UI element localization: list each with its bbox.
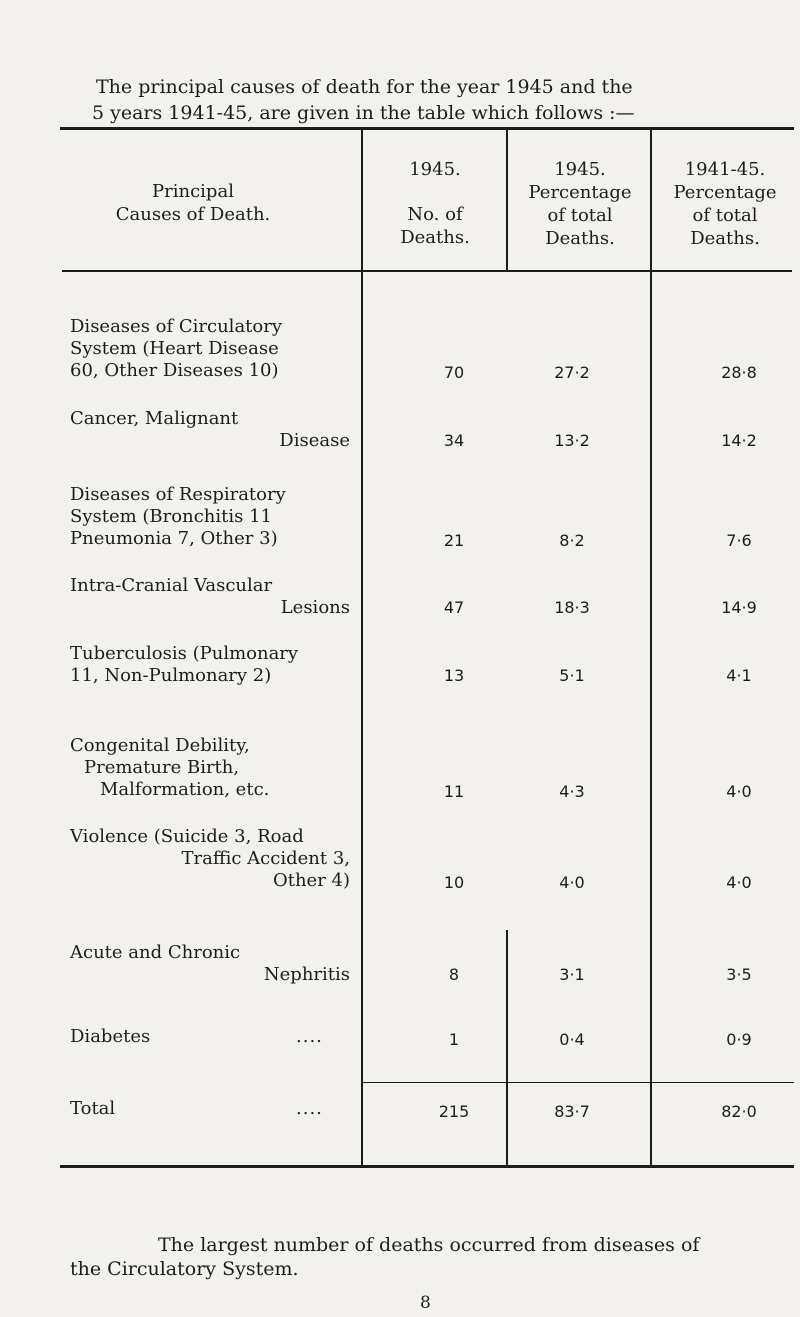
row-pct-1945: 3·1 bbox=[559, 965, 585, 984]
row-deaths: 8 bbox=[448, 965, 460, 984]
header-pct-1941-45-line-3: of total bbox=[692, 205, 758, 226]
header-deaths-line-2: No. of bbox=[407, 204, 463, 225]
header-cause bbox=[68, 180, 318, 226]
row-cause-line: Lesions bbox=[280, 597, 350, 618]
row-pct-1945: 18·3 bbox=[554, 598, 590, 617]
row-cause-line: Premature Birth, bbox=[84, 757, 240, 778]
row-cause-dots: .... bbox=[296, 1026, 323, 1047]
row-pct-1945: 13·2 bbox=[554, 431, 590, 450]
total-pct-1941-45: 82·0 bbox=[721, 1102, 757, 1121]
column-divider-1 bbox=[361, 130, 363, 272]
header-bottom-rule bbox=[62, 270, 792, 272]
row-cause-line: 11, Non-Pulmonary 2) bbox=[70, 665, 272, 686]
header-deaths-line-1: 1945. bbox=[409, 159, 461, 180]
row-cause-line: Nephritis bbox=[263, 964, 350, 985]
row-cause-line: Traffic Accident 3, bbox=[181, 848, 350, 869]
header-pct-1945-line-2: Percentage bbox=[528, 182, 632, 203]
row-deaths: 47 bbox=[443, 598, 465, 617]
header-cause-line-1: Principal bbox=[152, 181, 234, 202]
row-cause-line: System (Heart Disease bbox=[70, 338, 279, 359]
row-cause-line: Disease bbox=[279, 430, 350, 451]
row-deaths: 21 bbox=[443, 531, 465, 550]
row-cause-line: Intra-Cranial Vascular bbox=[70, 575, 273, 596]
row-pct-1941-45: 0·9 bbox=[726, 1030, 752, 1049]
total-top-rule bbox=[362, 1082, 794, 1083]
header-pct-1941-45 bbox=[650, 158, 800, 250]
header-pct-1945-line-4: Deaths. bbox=[545, 228, 615, 249]
column-divider-2 bbox=[506, 130, 508, 272]
row-deaths: 11 bbox=[443, 782, 465, 801]
outro-line-2: the Circulatory System. bbox=[70, 1258, 299, 1280]
intro-line-2: 5 years 1941-45, are given in the table which follows :— bbox=[92, 102, 635, 124]
row-deaths: 70 bbox=[443, 363, 465, 382]
header-deaths-line-3: Deaths. bbox=[400, 227, 470, 248]
row-cause-line: Pneumonia 7, Other 3) bbox=[70, 528, 278, 549]
row-pct-1941-45: 4·1 bbox=[726, 666, 752, 685]
header-deaths bbox=[365, 158, 505, 249]
row-pct-1945: 0·4 bbox=[559, 1030, 585, 1049]
row-deaths: 34 bbox=[443, 431, 465, 450]
intro-text bbox=[92, 74, 786, 126]
row-pct-1945: 27·2 bbox=[554, 363, 590, 382]
header-cause-line-2: Causes of Death. bbox=[115, 204, 271, 225]
row-deaths: 10 bbox=[443, 873, 465, 892]
header-pct-1945-line-1: 1945. bbox=[554, 159, 606, 180]
total-label-text: Total bbox=[70, 1098, 116, 1119]
row-pct-1941-45: 28·8 bbox=[721, 363, 757, 382]
row-cause-line: Diabetes bbox=[70, 1026, 151, 1047]
header-pct-1941-45-line-4: Deaths. bbox=[690, 228, 760, 249]
page-number: 8 bbox=[420, 1293, 431, 1313]
row-pct-1945: 4·3 bbox=[559, 782, 585, 801]
row-cause bbox=[70, 942, 350, 986]
row-cause bbox=[70, 484, 350, 550]
row-cause-line: Acute and Chronic bbox=[70, 942, 241, 963]
row-pct-1941-45: 14·9 bbox=[721, 598, 757, 617]
row-cause-line: System (Bronchitis 11 bbox=[70, 506, 272, 527]
intro-line-1: The principal causes of death for the year 1945 and the bbox=[96, 76, 633, 98]
row-cause-line: Congenital Debility, bbox=[70, 735, 250, 756]
table-bottom-rule bbox=[60, 1165, 794, 1168]
column-divider-1-body bbox=[361, 272, 363, 1165]
row-cause bbox=[70, 408, 350, 452]
row-cause-line: Violence (Suicide 3, Road bbox=[70, 826, 304, 847]
row-pct-1941-45: 4·0 bbox=[726, 782, 752, 801]
row-cause-line: Tuberculosis (Pulmonary bbox=[70, 643, 299, 664]
row-cause bbox=[70, 575, 350, 619]
total-deaths: 215 bbox=[438, 1102, 470, 1121]
header-pct-1941-45-line-1: 1941-45. bbox=[684, 159, 766, 180]
header-pct-1945-line-3: of total bbox=[547, 205, 613, 226]
row-pct-1941-45: 7·6 bbox=[726, 531, 752, 550]
outro-line-1: The largest number of deaths occurred from diseases of bbox=[158, 1234, 700, 1256]
row-pct-1945: 5·1 bbox=[559, 666, 585, 685]
row-cause bbox=[70, 1026, 350, 1048]
table-top-rule bbox=[60, 127, 794, 130]
row-cause-line: Cancer, Malignant bbox=[70, 408, 239, 429]
row-pct-1941-45: 14·2 bbox=[721, 431, 757, 450]
total-dots: .... bbox=[296, 1098, 323, 1119]
row-cause-line: Diseases of Respiratory bbox=[70, 484, 286, 505]
row-cause-line: Other 4) bbox=[272, 870, 350, 891]
row-cause bbox=[70, 826, 350, 892]
column-divider-2-body bbox=[506, 930, 508, 1165]
row-pct-1941-45: 3·5 bbox=[726, 965, 752, 984]
row-cause bbox=[70, 316, 350, 382]
header-pct-1945 bbox=[510, 158, 650, 250]
row-cause-line: Diseases of Circulatory bbox=[70, 316, 283, 337]
row-pct-1945: 4·0 bbox=[559, 873, 585, 892]
column-divider-3-body bbox=[650, 272, 652, 1165]
row-cause-line: Malformation, etc. bbox=[100, 779, 270, 800]
total-label bbox=[70, 1098, 350, 1120]
header-pct-1941-45-line-2: Percentage bbox=[673, 182, 777, 203]
row-cause bbox=[70, 643, 350, 687]
outro-text bbox=[70, 1233, 770, 1281]
row-cause bbox=[70, 735, 350, 801]
row-pct-1941-45: 4·0 bbox=[726, 873, 752, 892]
total-pct-1945: 83·7 bbox=[554, 1102, 590, 1121]
row-deaths: 1 bbox=[448, 1030, 460, 1049]
row-cause-line: 60, Other Diseases 10) bbox=[70, 360, 279, 381]
row-pct-1945: 8·2 bbox=[559, 531, 585, 550]
row-deaths: 13 bbox=[443, 666, 465, 685]
